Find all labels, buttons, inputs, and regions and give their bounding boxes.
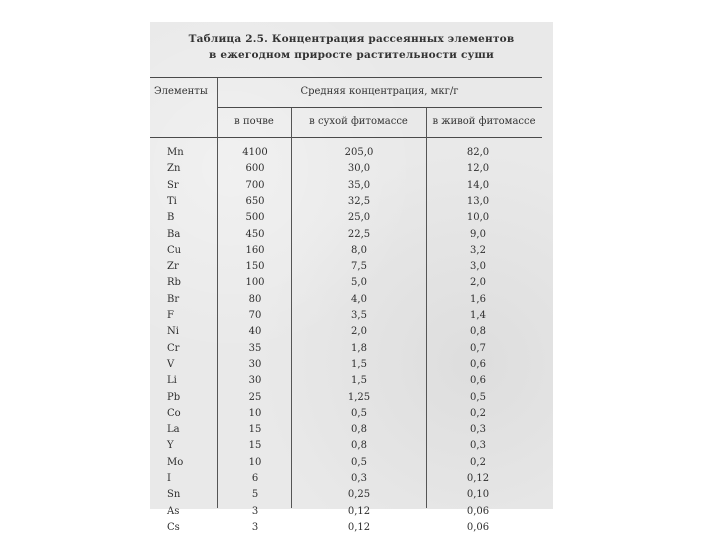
soil-value-cell: 4100 [242, 147, 268, 158]
soil-value-cell: 3 [251, 505, 259, 517]
element-name-cell: Cu [167, 244, 182, 256]
live-phytomass-value-cell: 0,6 [470, 375, 486, 387]
table-row [150, 261, 553, 277]
header-bottom-rule [150, 137, 542, 138]
dry-phytomass-value-cell: 0,5 [351, 407, 367, 419]
table-caption-line2: в ежегодном приросте растительности суши [209, 49, 494, 61]
element-name-cell: I [167, 473, 171, 484]
soil-value-cell: 5 [251, 489, 259, 501]
header-col-dry: в сухой фитомассе [309, 116, 408, 127]
soil-value-cell: 10 [248, 456, 262, 468]
dry-phytomass-value-cell: 1,25 [347, 391, 371, 403]
header-elements: Элементы [154, 86, 208, 97]
dry-phytomass-value-cell: 0,8 [351, 440, 367, 452]
table-row [150, 522, 553, 538]
dry-phytomass-value-cell: 0,12 [347, 505, 371, 517]
soil-value-cell: 600 [245, 163, 265, 175]
live-phytomass-value-cell: 1,6 [470, 293, 486, 305]
element-name-cell: Y [167, 440, 174, 452]
soil-value-cell: 35 [248, 342, 262, 354]
live-phytomass-value-cell: 14,0 [466, 179, 490, 191]
live-phytomass-value-cell: 0,8 [470, 326, 486, 338]
dry-phytomass-value-cell: 7,5 [351, 261, 367, 273]
dry-phytomass-value-cell: 205,0 [344, 147, 374, 158]
live-phytomass-value-cell: 0,06 [466, 505, 490, 517]
dry-phytomass-value-cell: 3,5 [351, 310, 367, 321]
dry-phytomass-value-cell: 30,0 [347, 163, 371, 175]
table-row [150, 163, 553, 179]
table-row [150, 457, 553, 473]
soil-value-cell: 40 [248, 326, 262, 338]
dry-phytomass-value-cell: 0,5 [351, 456, 367, 468]
dry-phytomass-value-cell: 0,8 [351, 424, 367, 436]
live-phytomass-value-cell: 0,7 [470, 342, 486, 354]
live-phytomass-value-cell: 9,0 [470, 228, 486, 240]
soil-value-cell: 700 [245, 179, 265, 191]
dry-phytomass-value-cell: 8,0 [351, 244, 367, 256]
live-phytomass-value-cell: 0,5 [470, 391, 486, 403]
element-name-cell: F [167, 310, 174, 321]
element-name-cell: Br [167, 293, 180, 305]
live-phytomass-value-cell: 0,12 [466, 473, 490, 484]
live-phytomass-value-cell: 0,2 [470, 407, 486, 419]
element-name-cell: Ti [167, 195, 177, 207]
live-phytomass-value-cell: 1,4 [470, 310, 486, 321]
live-phytomass-value-cell: 13,0 [466, 195, 490, 207]
table-row [150, 196, 553, 212]
table-row [150, 473, 553, 489]
table-row [150, 440, 553, 456]
live-phytomass-value-cell: 12,0 [466, 163, 490, 175]
dry-phytomass-value-cell: 32,5 [347, 195, 371, 207]
dry-phytomass-value-cell: 5,0 [351, 277, 367, 289]
live-phytomass-value-cell: 0,3 [470, 424, 486, 436]
table-row [150, 424, 553, 440]
soil-value-cell: 650 [245, 195, 265, 207]
soil-value-cell: 450 [245, 228, 265, 240]
soil-value-cell: 6 [251, 473, 259, 484]
soil-value-cell: 500 [245, 212, 265, 224]
soil-value-cell: 15 [248, 424, 262, 436]
table-row [150, 489, 553, 505]
soil-value-cell: 3 [251, 521, 259, 533]
soil-value-cell: 150 [245, 261, 265, 273]
table-row [150, 359, 553, 375]
element-name-cell: Sn [167, 489, 181, 501]
table-row [150, 277, 553, 293]
element-name-cell: Zn [167, 163, 181, 175]
table-row [150, 229, 553, 245]
table-row [150, 506, 553, 522]
element-name-cell: Co [167, 407, 181, 419]
element-name-cell: Li [167, 375, 177, 387]
dry-phytomass-value-cell: 4,0 [351, 293, 367, 305]
table-row [150, 375, 553, 391]
soil-value-cell: 30 [248, 358, 262, 370]
element-name-cell: Sr [167, 179, 179, 191]
element-name-cell: B [167, 212, 175, 224]
table-row [150, 212, 553, 228]
table-row [150, 294, 553, 310]
table-row [150, 180, 553, 196]
soil-value-cell: 70 [248, 310, 262, 321]
dry-phytomass-value-cell: 25,0 [347, 212, 371, 224]
live-phytomass-value-cell: 3,2 [470, 244, 486, 256]
table-row [150, 310, 553, 326]
element-name-cell: Ba [167, 228, 181, 240]
header-group-rule [217, 107, 542, 108]
table-caption-line1: Таблица 2.5. Концентрация рассеянных элементов [188, 33, 515, 45]
live-phytomass-value-cell: 0,06 [466, 521, 490, 533]
soil-value-cell: 15 [248, 440, 262, 452]
dry-phytomass-value-cell: 1,5 [351, 375, 367, 387]
element-name-cell: Ni [167, 326, 179, 338]
soil-value-cell: 30 [248, 375, 262, 387]
dry-phytomass-value-cell: 22,5 [347, 228, 371, 240]
table-row [150, 343, 553, 359]
element-name-cell: Zr [167, 261, 179, 273]
soil-value-cell: 100 [245, 277, 265, 289]
soil-value-cell: 25 [248, 391, 262, 403]
element-name-cell: As [167, 505, 180, 517]
dry-phytomass-value-cell: 0,3 [351, 473, 367, 484]
element-name-cell: Rb [167, 277, 181, 289]
live-phytomass-value-cell: 82,0 [466, 147, 490, 158]
header-avg-concentration: Средняя концентрация, мкг/г [300, 86, 459, 97]
live-phytomass-value-cell: 0,2 [470, 456, 486, 468]
live-phytomass-value-cell: 2,0 [470, 277, 486, 289]
element-name-cell: V [167, 358, 175, 370]
soil-value-cell: 80 [248, 293, 262, 305]
table-top-rule [150, 77, 542, 78]
element-name-cell: La [167, 424, 180, 436]
soil-value-cell: 160 [245, 244, 265, 256]
table-row [150, 245, 553, 261]
element-name-cell: Pb [167, 391, 181, 403]
table-row [150, 392, 553, 408]
dry-phytomass-value-cell: 0,12 [347, 521, 371, 533]
dry-phytomass-value-cell: 2,0 [351, 326, 367, 338]
table-row [150, 147, 553, 163]
live-phytomass-value-cell: 3,0 [470, 261, 486, 273]
live-phytomass-value-cell: 0,10 [466, 489, 490, 501]
soil-value-cell: 10 [248, 407, 262, 419]
dry-phytomass-value-cell: 1,5 [351, 358, 367, 370]
element-name-cell: Cr [167, 342, 180, 354]
dry-phytomass-value-cell: 35,0 [347, 179, 371, 191]
table-row [150, 408, 553, 424]
live-phytomass-value-cell: 10,0 [466, 212, 490, 224]
element-name-cell: Mn [167, 147, 184, 158]
dry-phytomass-value-cell: 1,8 [351, 342, 367, 354]
table-row [150, 326, 553, 342]
element-name-cell: Cs [167, 521, 180, 533]
header-col-live: в живой фитомассе [432, 116, 536, 127]
header-col-soil: в почве [234, 116, 274, 127]
live-phytomass-value-cell: 0,3 [470, 440, 486, 452]
element-name-cell: Mo [167, 456, 184, 468]
scanned-table-page [150, 22, 553, 533]
live-phytomass-value-cell: 0,6 [470, 358, 486, 370]
dry-phytomass-value-cell: 0,25 [347, 489, 371, 501]
